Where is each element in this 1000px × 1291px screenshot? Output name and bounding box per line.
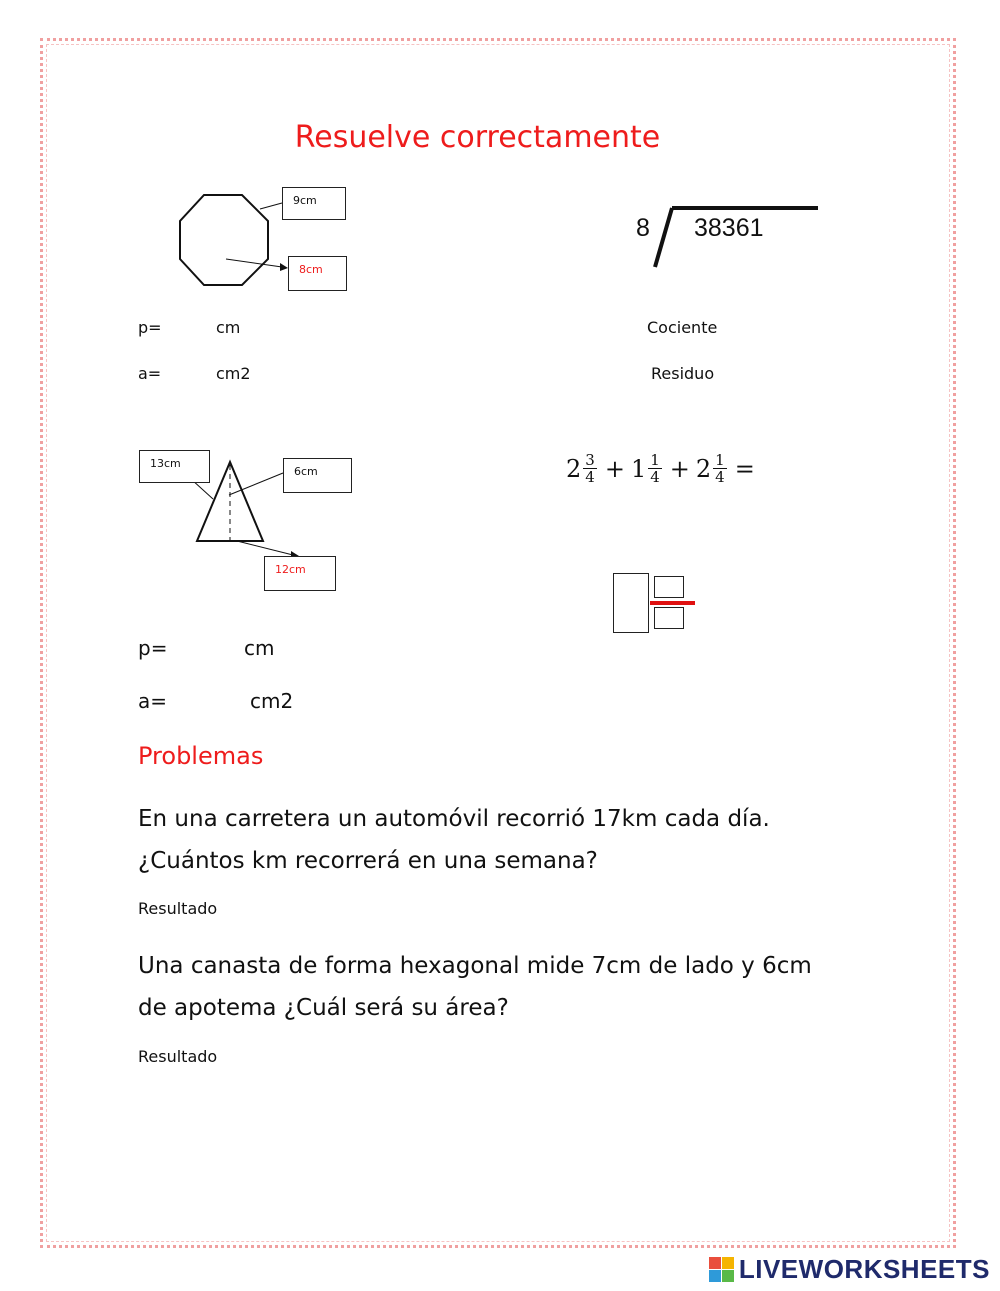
fraction-bar [650, 601, 695, 605]
problem-2-result-label: Resultado [138, 1047, 218, 1066]
dividend: 38361 [694, 214, 764, 242]
problem-2-line-1: Una canasta de forma hexagonal mide 7cm de lado y 6cm [138, 953, 812, 979]
problem-1 [138, 798, 770, 882]
logo-icon [709, 1257, 735, 1283]
p1-unit: cm [216, 318, 241, 337]
octagon-side-box[interactable]: 9cm [282, 187, 346, 220]
p2-label: p= [138, 636, 168, 660]
a2-unit: cm2 [250, 689, 294, 713]
problem-1-result-label: Resultado [138, 899, 218, 918]
fraction-3: $\frac{1}{4}$ [715, 451, 725, 486]
mixed-whole-2: 1 [630, 454, 647, 483]
fraction-sum [566, 452, 755, 485]
triangle-height-box[interactable]: 6cm [283, 458, 352, 493]
p2-unit: cm [244, 636, 275, 660]
a1-unit: cm2 [216, 364, 251, 383]
worksheet-title: Resuelve correctamente [294, 120, 661, 155]
problem-1-line-2: ¿Cuántos km recorrerá en una semana? [138, 848, 598, 874]
side-pointer [260, 203, 282, 209]
answer-denominator-box[interactable] [654, 607, 684, 629]
quotient-label: Cociente [647, 318, 718, 337]
mixed-whole-1: 2 [566, 454, 582, 483]
brand-name: LIVEWORKSHEETS [738, 1254, 990, 1284]
triangle-side-box[interactable]: 13cm [139, 450, 210, 483]
plus-sign: + [669, 454, 690, 483]
a1-label: a= [138, 364, 162, 383]
mixed-whole-3: 2 [695, 454, 712, 483]
p1-label: p= [138, 318, 162, 337]
problem-2 [138, 945, 812, 1029]
plus-sign: + [604, 454, 625, 483]
triangle-base-box[interactable]: 12cm [264, 556, 336, 591]
answer-whole-box[interactable] [613, 573, 649, 633]
divisor: 8 [636, 214, 650, 242]
fraction-2: $\frac{1}{4}$ [650, 451, 660, 486]
octagon-apothem-box[interactable]: 8cm [288, 256, 347, 291]
liveworksheets-logo [709, 1254, 990, 1285]
fraction-1: $\frac{3}{4}$ [585, 451, 595, 486]
problems-heading: Problemas [138, 742, 264, 770]
answer-numerator-box[interactable] [654, 576, 684, 598]
remainder-label: Residuo [651, 364, 715, 383]
octagon-shape [180, 195, 268, 285]
problem-2-line-2: de apotema ¿Cuál será su área? [138, 995, 509, 1021]
equals-sign: = [734, 454, 755, 483]
a2-label: a= [138, 689, 168, 713]
problem-1-line-1: En una carretera un automóvil recorrió 17km cada día. [138, 806, 770, 832]
apothem-pointer [226, 259, 282, 267]
